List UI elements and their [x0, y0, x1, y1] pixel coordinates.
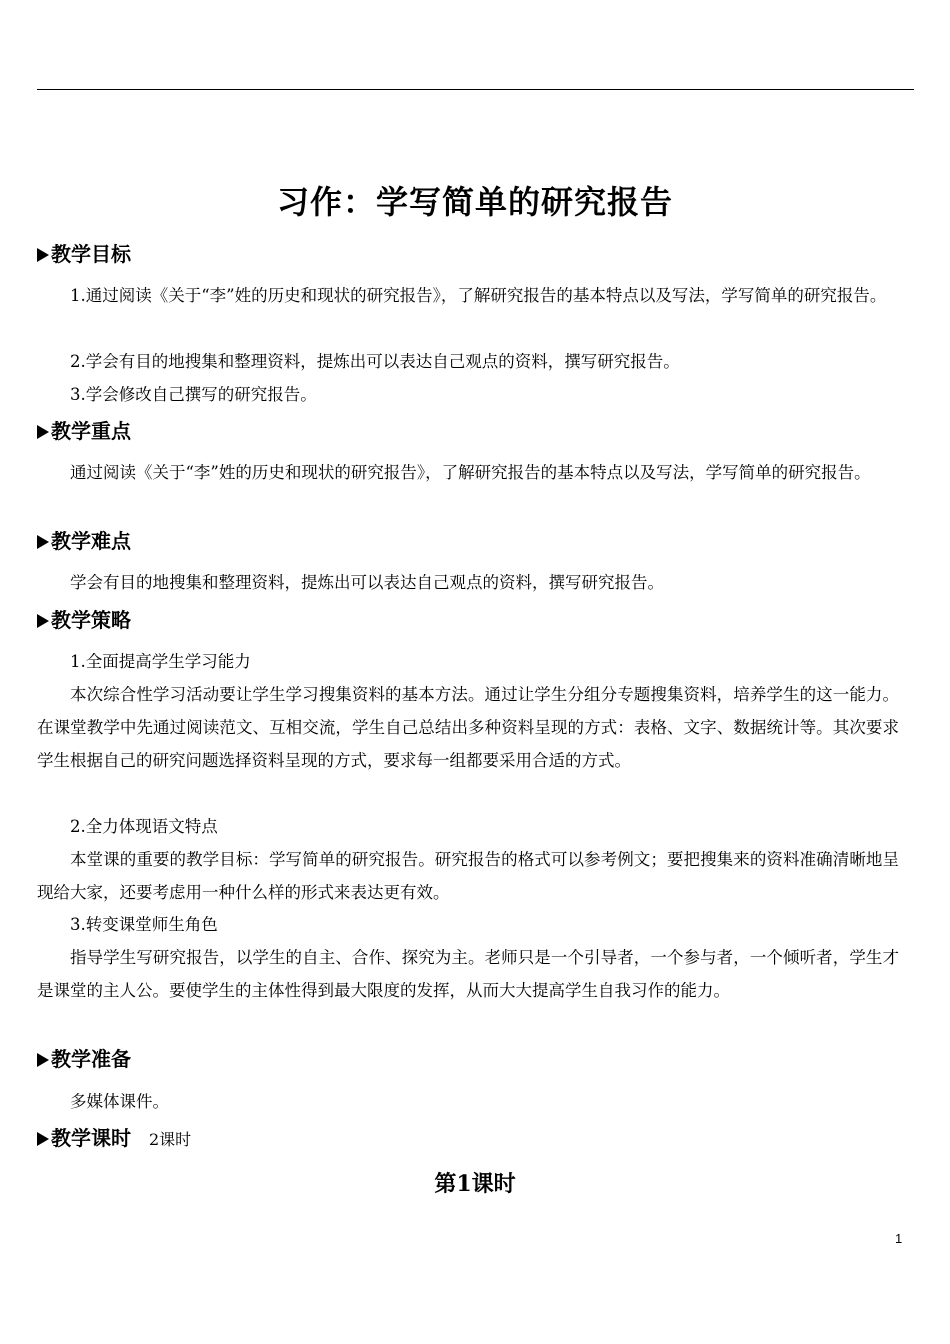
objective-item-1: 1.通过阅读《关于“李”姓的历史和现状的研究报告》，了解研究报告的基本特点以及写法，学写简单的研究报告。 [70, 286, 887, 305]
section-heading-key-points [37, 417, 131, 445]
triangle-bullet-icon [37, 425, 49, 439]
preparation-heading-label: 教学准备 [51, 1047, 131, 1071]
section-heading-preparation [37, 1045, 131, 1073]
strategy-3-text: 指导学生写研究报告，以学生的自主、合作、探究为主。老师只是一个引导者，一个参与者，一个倾听者，学生才是课堂的主人公。要使学生的主体性得到最大限度的发挥，从而大大提高学生自我习作的能力。 [37, 948, 899, 1000]
key-points-heading-label: 教学重点 [51, 419, 131, 443]
key-points-text: 通过阅读《关于“李”姓的历史和现状的研究报告》，了解研究报告的基本特点以及写法，学写简单的研究报告。 [70, 463, 871, 482]
section-heading-strategies [37, 606, 131, 634]
strategy-2-text: 本堂课的重要的教学目标：学写简单的研究报告。研究报告的格式可以参考例文；要把搜集来的资料准确清晰地呈现给大家，还要考虑用一种什么样的形式来表达更有效。 [37, 850, 899, 902]
section-heading-periods [37, 1124, 191, 1154]
periods-heading-label: 教学课时 [51, 1126, 131, 1150]
triangle-bullet-icon [37, 535, 49, 549]
difficulties-heading-label: 教学难点 [51, 529, 131, 553]
strategy-1-title: 1.全面提高学生学习能力 [70, 652, 251, 671]
periods-value: 2课时 [149, 1130, 192, 1149]
header-rule [37, 89, 914, 90]
preparation-text: 多媒体课件。 [70, 1092, 169, 1111]
lesson-title: 第1课时 [434, 1171, 516, 1197]
objective-item-3: 3.学会修改自己撰写的研究报告。 [70, 385, 317, 404]
page-title: 习作：学写简单的研究报告 [276, 183, 673, 221]
difficulties-text: 学会有目的地搜集和整理资料，提炼出可以表达自己观点的资料，撰写研究报告。 [70, 573, 664, 592]
triangle-bullet-icon [37, 1053, 49, 1067]
triangle-bullet-icon [37, 1132, 49, 1146]
strategy-3-title: 3.转变课堂师生角色 [70, 915, 218, 934]
triangle-bullet-icon [37, 614, 49, 628]
section-heading-difficulties [37, 527, 131, 555]
objective-item-2: 2.学会有目的地搜集和整理资料，提炼出可以表达自己观点的资料，撰写研究报告。 [70, 352, 680, 371]
objectives-heading-label: 教学目标 [51, 242, 131, 266]
strategies-heading-label: 教学策略 [51, 608, 131, 632]
strategy-2-title: 2.全力体现语文特点 [70, 817, 218, 836]
strategy-1-text: 本次综合性学习活动要让学生学习搜集资料的基本方法。通过让学生分组分专题搜集资料，培养学生的这一能力。在课堂教学中先通过阅读范文、互相交流，学生自己总结出多种资料呈现的方式：表格、文字、数据统计等。其次要求学生根据自己的研究问题选择资料呈现的方式，要求每一组都要采用合适的方式。 [37, 685, 899, 770]
triangle-bullet-icon [37, 248, 49, 262]
page-number: 1 [895, 1231, 903, 1246]
section-heading-objectives [37, 240, 131, 268]
